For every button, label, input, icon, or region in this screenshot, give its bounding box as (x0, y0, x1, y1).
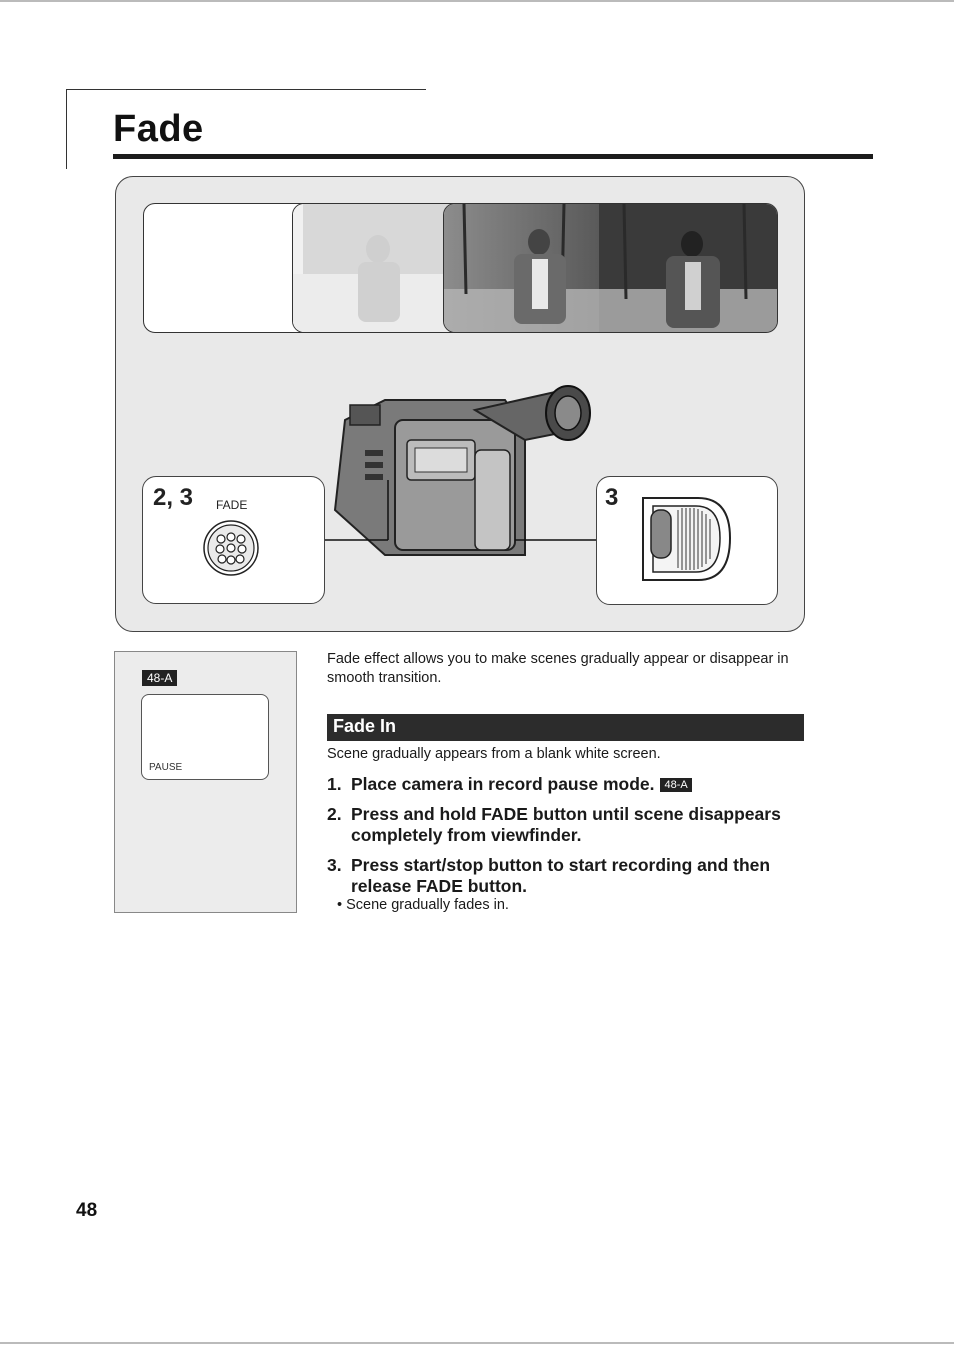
page-number: 48 (76, 1200, 98, 1221)
page-title: Fade (113, 108, 204, 150)
figure-tag: 48-A (142, 670, 177, 686)
step-number: 1. (327, 774, 342, 794)
step-text: Press and hold FADE button until scene disappears completely from viewfinder. (351, 804, 781, 845)
corner-rule-vertical (66, 89, 67, 169)
bottom-edge-line (0, 1342, 954, 1344)
corner-rule (66, 89, 426, 90)
step-number: 2. (327, 804, 342, 824)
camcorder-illustration (325, 380, 605, 570)
title-underline (113, 154, 873, 159)
start-stop-button-icon (638, 492, 738, 586)
fade-button-icon (200, 518, 264, 578)
step-text: Place camera in record pause mode. (351, 774, 655, 794)
step-text: Press start/stop button to start recording and then release FADE button. (351, 855, 771, 896)
step-2 (327, 804, 797, 846)
step-1 (327, 774, 797, 795)
pause-indicator: PAUSE (149, 762, 183, 773)
step-note: • Scene gradually fades in. (337, 897, 509, 913)
scene-frame-full (443, 203, 778, 333)
viewfinder-sidebar (114, 651, 297, 913)
step-3 (327, 855, 797, 897)
scene-full-image (444, 204, 778, 333)
section-title: Fade In (333, 716, 397, 736)
section-header-bar (327, 714, 804, 741)
step-figure-tag: 48-A (660, 778, 691, 792)
callout-step-number: 3 (605, 484, 619, 511)
intro-paragraph: Fade effect allows you to make scenes gradually appear or disappear in smooth transition. (327, 651, 789, 686)
section-description: Scene gradually appears from a blank white screen. (327, 746, 661, 762)
top-edge-line (0, 0, 954, 2)
step-number: 3. (327, 855, 342, 875)
callout-step-numbers: 2, 3 (153, 484, 194, 511)
fade-button-label: FADE (216, 498, 248, 512)
